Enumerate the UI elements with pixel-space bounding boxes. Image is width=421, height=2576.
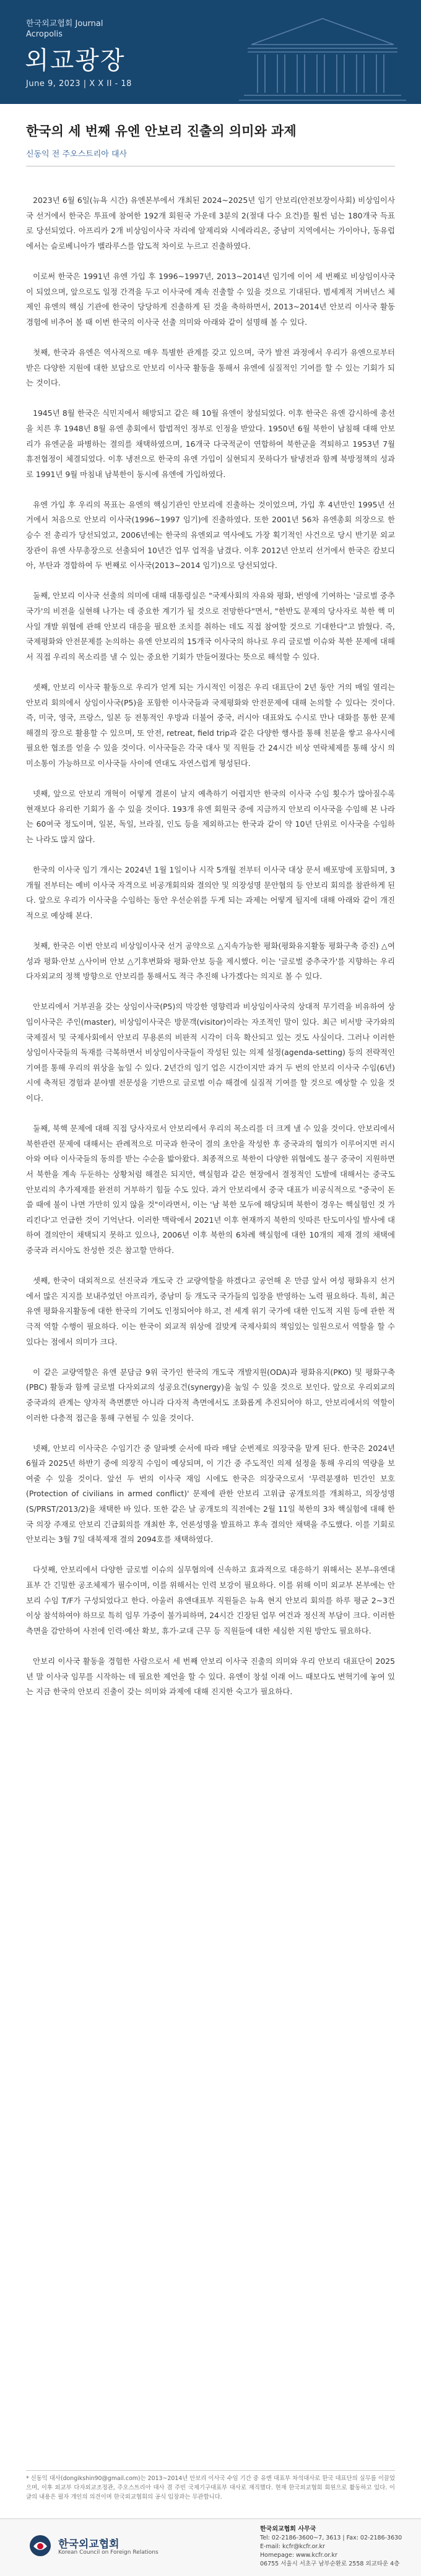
contact-address: 06755 서울시 서초구 남부순환로 2558 외교타운 4층 (260, 2561, 400, 2567)
body-paragraph: 넷째, 안보리 이사국은 수임기간 중 알파벳 순서에 따라 매달 순번제로 의장국을 맡게 된다. 한국은 2024년 6월과 2025년 하반기 중에 의장직 수임이 예상되며, 이 기간 중 주도적인 의제 설정을 통해 우리의 역량을 보여줄 수 있을 것이다. 앞선 두 번의 이사국 재임 시에도 한국은 의장국으로서 '무력분쟁하 민간인 보호(Protection of civilians in armed conflict)' 문제에 관한 안보리 고위급 공개토의를 개최하고, 의장성명(S/PRST/2013/2)을 채택한 바 있다. 또한 같은 날 공개토의 직전에는 2월 11일 북한의 3차 핵실험에 대해 한국 의장 주재로 안보리 긴급회의를 개최한 후, 언론성명을 발표하고 후속 결의안 채택을 주도했다. 이를 기회로 안보리는 3월 7일 대북제재 결의 2094호를 채택하였다. (26, 1443, 395, 1544)
author-footnote: * 신동익 대사(dongikshin90@gmail.com)는 2013~2014년 안보리 이사국 수임 기간 중 유엔 대표부 차석대사로 한국 대표단의 실무를 이끌었으며, 이후 외교부 다자외교조정관, 주오스트리아 대사 겸 주빈 국제기구대표부 대사로 재직했다. 현재 한국외교협회 회원으로 활동하고 있다. 이 글의 내용은 필자 개인의 의견이며 한국외교협회의 공식 입장과는 무관합니다. (26, 2475, 395, 2501)
contact-info (260, 2525, 402, 2569)
kcfr-logo-icon (28, 2534, 52, 2557)
article-title: 한국의 세 번째 유엔 안보리 진출의 의미와 과제 (26, 124, 297, 139)
publication-name (26, 19, 103, 40)
newsletter-title: 외교광장 (25, 46, 126, 75)
body-paragraph: 둘째, 북핵 문제에 대해 직접 당사자로서 안보리에서 우리의 목소리를 더 크게 낼 수 있을 것이다. 안보리에서 북한관련 문제에 대해서는 관례적으로 미국과 한국이 결의 초안을 작성한 후 중국과의 협의가 이루어지면 러시아와 여타 이사국들의 동의를 받는 수순을 밟아왔다. 최종적으로 북한이 다양한 위협에도 불구 중국이 지원하면서 북한을 계속 두둔하는 상황처럼 해결은 되지만, 핵실험과 같은 현장에서 결정적인 도발에 대해서는 중국도 안보리의 추가제재를 완전히 거부하기 힘들 수도 있다. 과거 안보리에서 중국 대표가 비공식적으로 "중국이 돈 쓸 때에 불이 나면 가만히 있지 않을 것"이라면서, 이는 '남 북한 모두에 해당되며 북한이 경우는 핵실험인 것 가리킨다'고 언급한 것이 기억난다. 이러한 맥락에서 2021년 이후 현재까지 북한의 잇따른 탄도미사일 발사에 대하여 결의안이 채택되지 못하고 있으나, 2006년 이후 북한의 6차례 핵실험에 대한 10개의 제재 결의 채택에 중국과 러시아도 찬성한 것은 참고할 만하다. (26, 1124, 395, 1255)
contact-phone: Tel: 02-2186-3600~7, 3613 | Fax: 02-2186-3630 (260, 2535, 402, 2541)
contact-website[interactable]: Homepage: www.kcfr.or.kr (260, 2552, 337, 2559)
body-paragraph: 2023년 6월 6일(뉴욕 시간) 유엔본부에서 개최된 2024~2025년 임기 안보리(안전보장이사회) 비상임이사국 선거에서 한국은 투표에 참여한 192개 회원국 가운데 3분의 2(절대 다수 요건)를 훨씬 넘는 180개국 득표로 당선되었다. 아프리카 2개 비상임이사국 자리에 알제리와 시에라리온, 중남미 지역에서는 가이아나, 동유럽에서는 슬로베니아가 벨라루스를 압도적 차이로 누르고 진출하였다. (26, 196, 395, 251)
body-paragraph: 둘째, 안보리 이사국 선출의 의미에 대해 대통령실은 "국제사회의 자유와 평화, 번영에 기여하는 '글로벌 중추국가'의 비전을 실현해 나가는 데 중요한 계기가 될 것으로 전망한다"면서, "한반도 문제의 당사자로 북한 핵 미사일 개발 위협에 관해 안보리 대응을 필요한 조치를 취하는 데도 직접 참여할 것으로 기대한다"고 밝혔다. 즉, 국제평화와 안전문제를 논의하는 유엔 안보리의 15개국 이사국의 하나로 우리 글로벌 이슈와 북한 문제에 대해서 직접 우리의 목소리를 낼 수 있는 중요한 기회가 만들어졌다는 뜻으로 해석할 수 있다. (26, 591, 395, 661)
publication-name-kr: 한국외교협회 Journal (26, 19, 103, 28)
body-paragraph: 유엔 가입 후 우리의 목표는 유엔의 핵심기관인 안보리에 진출하는 것이었으며, 가입 후 4년만인 1995년 선거에서 처음으로 안보리 이사국(1996~1997 임기)에 진출하였다. 또한 2001년 56차 유엔총회 의장으로 한승수 전 총리가 당선되었고, 2006년에는 한국의 유엔외교 역사에도 가장 획기적인 사건으로 당시 반기문 외교장관이 유엔 사무총장으로 선출되어 10년간 업무 업적을 남겼다. 이후 2012년 안보리 선거에서 한국은 캄보디아, 부탄과 경합하여 두 번째로 이사국(2013~2014 임기)으로 당선되었다. (26, 499, 395, 571)
article-body (26, 193, 395, 1715)
footnote-divider (26, 2470, 395, 2471)
body-paragraph: 안보리에서 거부권을 갖는 상임이사국(P5)의 막강한 영향력과 비상임이사국의 상대적 무기력을 비유하여 상임이사국은 주인(master), 비상임이사국은 방문객(visitor)이라는 자조적인 말이 있다. 최근 비서방 국가와의 국제질서 및 국제사회에서 안보리 무용론의 비판적 시각이 더욱 확산되고 있는 것도 사실이다. 그러나 이러한 상임이사국들의 독재를 극복하면서 비상임이사국들이 작성된 있는 의제 설정(agenda-setting) 등의 전략적인 기여를 통해 우리의 위상을 높일 수 있다. 2년간의 임기 업은 시간이지만 과거 두 번의 안보리 이사국 수임(6년) 시에 축적된 경험과 분야별 전문성을 기반으로 글로벌 이슈 해결에 실질적 기여를 할 것으로 예상할 수 있을 것이다. (26, 1002, 395, 1103)
issue-date: June 9, 2023 | X X II - 18 (26, 79, 132, 88)
masthead (0, 0, 421, 104)
footer (0, 2518, 421, 2576)
body-paragraph: 넷째, 앞으로 안보리 개혁이 어떻게 결론이 날지 예측하기 어렵지만 한국의 이사국 수임 횟수가 많아질수록 현재보다 유리한 기회가 올 수 있을 것이다. 193개 유엔 회원국 중에 지금까지 안보리 이사국을 수임해 본 나라는 60여국 정도이며, 일본, 독일, 브라질, 인도 등을 제외하고는 한국과 같이 약 10년 단위로 이사국을 수임하는 나라도 많지 않다. (26, 789, 395, 844)
body-paragraph: 셋째, 한국이 대외적으로 선진국과 개도국 간 교량역할을 하겠다고 공언해 온 만큼 앞서 여성 평화유지 선거에서 많은 지지를 보내주었던 아프리카, 중남미 등 개도국 국가들의 입장을 반영하는 노력 필요하다. 특히, 최근 유엔 평화유지활동에 대한 한국의 기여도 인정되어야 하고, 전 세계 위기 국가에 대한 인도적 지원 등에 관한 적극적 역할 수행이 필요하다. 이는 한국이 외교적 위상에 걸맞게 국제사회의 책임있는 일원으로서 역할을 할 수 있다는 점에서 의미가 크다. (26, 1276, 395, 1346)
body-paragraph: 이로써 한국은 1991년 유엔 가입 후 1996~1997년, 2013~2014년 임기에 이어 세 번째로 비상임이사국이 되었으며, 앞으로도 일정 간격을 두고 이사국에 계속 진출할 수 있을 것으로 기대된다. 범세계적 거버넌스 체제인 유엔의 핵심 기관에 한국이 당당하게 진출하게 된 것을 축하하면서, 2013~2014년 안보리 이사국 활동 경험에 비추어 볼 때 이번 한국의 이사국 선출 의미와 아래와 같이 설명해 볼 수 있다. (26, 271, 395, 327)
logo-name-kr: 한국외교협회 (58, 2538, 119, 2551)
publication-name-en: Acropolis (26, 30, 63, 39)
body-paragraph: 안보리 이사국 활동을 경험한 사람으로서 세 번째 안보리 이사국 진출의 의미와 우리 안보리 대표단이 2025년 말 이사국 임무를 시작하는 데 필요한 제언을 할 수 있다. 유엔이 창설 이래 어느 때보다도 변혁기에 놓여 있는 지금 한국의 안보리 진출이 갖는 의미와 과제에 대해 진지한 숙고가 필요하다. (26, 1656, 395, 1697)
building-illustration-icon (239, 14, 406, 104)
body-paragraph: 첫째, 한국은 이번 안보리 비상임이사국 선거 공약으로 △지속가능한 평화(평화유지활동 평화구축 증진) △여성과 평화·안보 △사이버 안보 △기후변화와 평화·안보 등을 제시했다. 이는 '글로벌 중추국가'를 지향하는 우리 다자외교의 정책 방향으로 안보리를 통해서도 적극 추진해 나가겠다는 의지로 볼 수 있다. (26, 941, 395, 981)
article-author: 신동익 전 주오스트리아 대사 (26, 150, 128, 159)
body-paragraph: 셋째, 안보리 이사국 활동으로 우리가 얻게 되는 가시적인 이점은 우리 대표단이 2년 동안 거의 매일 열리는 안보리 회의에서 상임이사국(P5)을 포함한 이사국들과 국제평화와 안전문제에 대해 논의할 수 있다는 것이다. 즉, 미국, 영국, 프랑스, 일본 등 전통적인 우방과 더불어 중국, 러시아 대표와도 수시로 만나 대화를 통한 문제 해결의 장으로 활용할 수 있으며, 또 안전, retreat, field trip과 같은 다양한 행사를 통해 친분을 쌓고 유사시에 필요한 협조를 얻을 수 있을 것이다. 이사국들은 각국 대사 및 직원들 간 24시간 비상 연락체제를 통해 상시 의미소통이 가능하므로 이사국들 사이에 연대도 자연스럽게 형성된다. (26, 683, 395, 768)
contact-org: 한국외교협회 사무국 (260, 2526, 316, 2533)
logo-name-en: Korean Council on Foreign Relations (58, 2549, 158, 2556)
body-paragraph: 1945년 8월 한국은 식민지에서 해방되고 같은 해 10월 유엔이 창설되었다. 이후 한국은 유엔 감시하에 총선을 치른 후 1948년 8월 유엔 총회에서 합법적인 정부로 인정을 받았다. 1950년 6월 북한이 남침해 대해 안보리가 유엔군을 파병하는 결의를 채택하였으며, 16개국 다국적군이 연합하여 북한군을 격퇴하고 1953년 7월 휴전협정이 체결되었다. 이후 냉전으로 한국의 유엔 가입이 실현되지 못하다가 탈냉전과 함께 북방정책의 성과로 1991년 9월 마침내 남북한이 동시에 유엔에 가입하였다. (26, 408, 395, 479)
body-paragraph: 첫째, 한국과 유엔은 역사적으로 매우 특별한 관계를 갖고 있으며, 국가 발전 과정에서 우리가 유엔으로부터 받은 다양한 지원에 대한 보답으로 안보리 이사국 활동을 통해서 유엔에 실질적인 기여를 할 수 있는 기회가 되는 것이다. (26, 347, 395, 388)
contact-email[interactable]: E-mail: kcfr@kcfr.or.kr (260, 2543, 325, 2550)
body-paragraph: 이 같은 교량역할은 유엔 분담금 9위 국가인 한국의 개도국 개발지원(ODA)과 평화유지(PKO) 및 평화구축(PBC) 활동과 함께 글로벌 다자외교의 성공요건(synergy)을 높일 수 있을 것으로 보인다. 앞으로 우리외교의 중국과의 관계는 양자적 측면뿐만 아니라 다자적 측면에서도 조화롭게 추진되어야 하고, 안보리에서의 역할이 이러한 다층적 접근을 통해 구현될 수 있을 것이다. (26, 1367, 395, 1423)
body-paragraph: 한국의 이사국 임기 개시는 2024년 1월 1일이나 시작 5개월 전부터 이사국 대상 문서 배포망에 포함되며, 3개월 전부터는 예비 이사국 자격으로 비공개회의와 결의안 및 의장성명 문안협의 등 안보리 회의를 참관하게 된다. 앞으로 우리가 이사국을 수임하는 동안 우선순위를 두게 되는 과제는 어떻게 될지에 대해 아래와 같이 개진적으로 예상해 본다. (26, 865, 395, 920)
body-paragraph: 다섯째, 안보리에서 다양한 글로벌 이슈의 실무협의에 신속하고 효과적으로 대응하기 위해서는 본부-유엔대표부 간 긴밀한 공조체제가 필수이며, 이를 위해서는 인력 보강이 필요하다. 이를 위해 이미 외교부 본부에는 안보리 수임 T/F가 구성되었다고 한다. 아울러 유엔대표부 직원들은 뉴욕 현지 안보리 회의를 하루 평균 2~3건 이상 참석하여야 하므로 특히 임무 가중이 불가피하며, 24시간 긴장된 업무 여건과 정신적 부담이 크다. 이러한 측면을 감안하여 사전에 인력·예산 확보, 휴가·교대 근무 등 직원들에 대한 세심한 지원 방안도 필요하다. (26, 1565, 395, 1635)
